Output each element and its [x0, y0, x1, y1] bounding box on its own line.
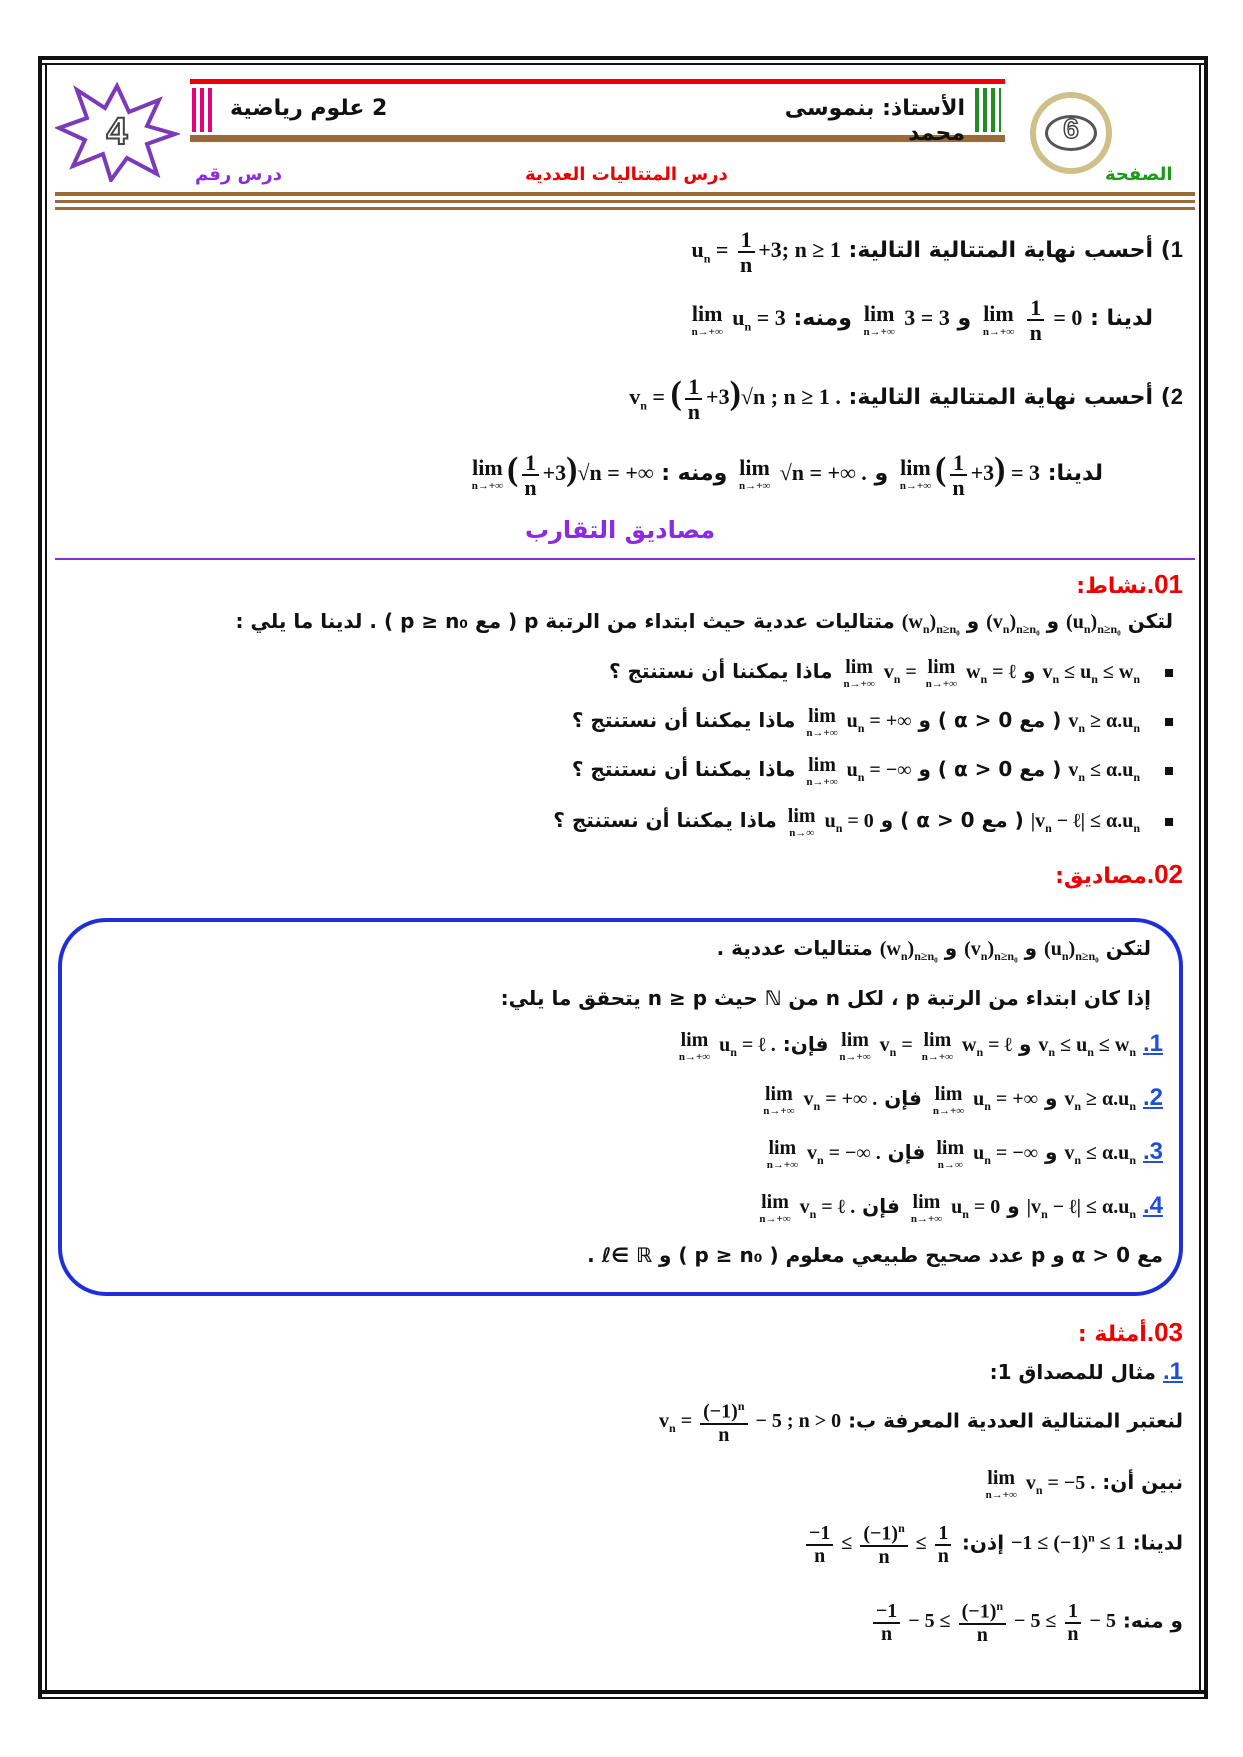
exercise-1-formula: $u_n$ = $\frac{1}{n}$ +3; n ≥ 1: [691, 227, 841, 278]
criteria-item-3: 3. $v_n \le \alpha.u_n$ و lim n→∞ $u_n$ = −∞ فإن lim n→+∞ $v_n$ = −∞ .: [766, 1136, 1163, 1171]
activity-item-1: $v_n \le u_n \le w_n$ و lim n→+∞ $v_n = \lim$ n→+∞ $w_n$ = ℓ ماذا يمكننا أن نستنتج ؟: [609, 657, 1173, 690]
page-frame-right: [1204, 56, 1208, 1699]
criteria-item-1: 1. $v_n \le u_n \le w_n$ و lim n→+∞ $v_n = \lim$ n→+∞ $w_n$ = ℓ فإن: lim n→+∞ $u_n$ = ℓ .: [678, 1028, 1163, 1063]
criteria-condition: إذا كان ابتداء من الرتبة p ، لكل n من ℕ حيث n ≥ p يتحقق ما يلي:: [500, 986, 1151, 1010]
exercise-2-number: 2: [1170, 384, 1183, 409]
bullet-icon: [1165, 767, 1173, 775]
header-rule-3: [55, 207, 1195, 210]
page-label: الصفحة: [1105, 164, 1173, 185]
header-teacher: الأستاذ: بنموسى محمد: [784, 96, 965, 146]
activity-item-3: $v_n \le \alpha.u_n$ ( مع α > 0 ) و lim n→+∞ $u_n$ = −∞ ماذا يمكننا أن نستنتج ؟: [572, 755, 1173, 788]
lesson-no-label: درس رقم: [195, 164, 282, 185]
header-stripes-right: [975, 88, 1001, 132]
example-1-step-1: لدينا: $-1 \le (-1)^n \le 1$ إذن: $\frac{-1}{n}$ ≤ $\frac{(-1)^n}{n}$ ≤ $\frac{1}{n}$: [803, 1522, 1183, 1568]
example-1-step-2: و منه: $\frac{-1}{n}$ − 5 ≤ $\frac{(-1)^n}{n}$ − 5 ≤ $\frac{1}{n}$ − 5: [870, 1600, 1183, 1646]
bullet-icon: [1165, 818, 1173, 826]
criteria-heading: 02.مصاديق:: [1055, 859, 1183, 889]
criteria-number: 02.: [1146, 859, 1183, 889]
star-badge-icon: [55, 82, 180, 182]
header-rule-2: [55, 200, 1195, 203]
page-frame-left-2: [45, 63, 47, 1693]
lesson-title: درس المتتاليات العددية: [525, 164, 728, 185]
header-red-bar: [190, 79, 1005, 84]
header-class: 2 علوم رياضية: [230, 96, 388, 121]
header-rule-1: [55, 192, 1195, 196]
criteria-footer: مع α > 0 و p عدد صحيح طبيعي معلوم ( p ≥ n₀ ) و ℓ∈ ℝ .: [587, 1243, 1163, 1267]
examples-heading: 03.أمثلة :: [1077, 1317, 1183, 1347]
section-rule: [55, 558, 1195, 560]
section-title: مصاديق التقارب: [525, 516, 716, 544]
lesson-number: 4: [106, 111, 128, 153]
example-1-show: نبين أن: lim n→+∞ $v_n = -5$ .: [985, 1467, 1183, 1501]
exercise-2-solution: لدينا: lim n→+∞ ( $\frac{1}{n}$ +3) = 3 و lim n→+∞ √n = +∞ . ومنه : lim n→+∞ ( $\frac{1}{n}$ +3)√n = +∞: [471, 449, 1103, 500]
activity-item-4: $|v_n$ − ℓ| ≤ $\alpha.u_n$ ( مع α > 0 ) و lim n→∞ $u_n = 0$ ماذا يمكننا أن نستنتج ؟: [553, 806, 1173, 839]
header-stripes-left: [192, 88, 214, 132]
criteria-item-4: 4. $|v_n$ − ℓ| ≤ $\alpha.u_n$ و lim n→+∞ $u_n = 0$ فإن lim n→+∞ $v_n$ = ℓ .: [759, 1190, 1163, 1225]
bullet-icon: [1165, 669, 1173, 677]
page-frame-left: [38, 56, 42, 1699]
exercise-1-solution: لدينا : lim n→+∞ $\frac{1}{n}$ = 0 و lim n→+∞ 3 = 3 ومنه: lim n→+∞ $u_n = 3$: [691, 295, 1153, 346]
page-number: 6: [1063, 113, 1079, 144]
exercise-1-prompt: 1) أحسب نهاية المتتالية التالية: $u_n$ = $\frac{1}{n}$ +3; n ≥ 1: [691, 227, 1183, 278]
criteria-item-2: 2. $v_n \ge \alpha.u_n$ و lim n→+∞ $u_n$ = +∞ فإن lim n→+∞ $v_n$ = +∞ .: [763, 1082, 1163, 1117]
page-frame-bottom-2: [38, 1697, 1208, 1699]
page-frame-top: [38, 56, 1208, 60]
page-frame-bottom: [38, 1690, 1208, 1694]
examples-number: 03.: [1146, 1317, 1183, 1347]
exercise-1-number: 1: [1170, 237, 1183, 263]
activity-number: 01.: [1146, 569, 1183, 599]
exercise-2-prompt: 2) أحسب نهاية المتتالية التالية: $v_n$ = ( $\frac{1}{n}$ +3)√n ; n ≥ 1 .: [629, 373, 1183, 424]
activity-item-2: $v_n \ge \alpha.u_n$ ( مع α > 0 ) و lim n→+∞ $u_n$ = +∞ ماذا يمكننا أن نستنتج ؟: [572, 706, 1173, 739]
example-1-definition: لنعتبر المتتالية العددية المعرفة ب: $v_n$ = $\frac{(-1)^n}{n}$ − 5 ; n > 0: [659, 1399, 1183, 1446]
page-frame-right-2: [1199, 63, 1201, 1693]
criteria-intro: لتكن $(u_n)_{n\ge n_0}$ و $(v_n)_{n\ge n_0}$ و $(w_n)_{n\ge n_0}$ متتاليات عددية .: [716, 936, 1151, 963]
page-frame-top-2: [38, 63, 1208, 65]
bullet-icon: [1165, 718, 1173, 726]
activity-heading: 01.نشاط:: [1076, 569, 1183, 599]
activity-intro: لتكن $(u_n)_{n\ge n_0}$ و $(v_n)_{n\ge n_0}$ و $(w_n)_{n\ge n_0}$ متتاليات عددية حيث ابتداء من الرتبة p ( مع p ≥ n₀ ) . لدينا ما يلي :: [235, 609, 1173, 636]
example-1-heading: 1. مثال للمصداق 1:: [989, 1358, 1183, 1385]
